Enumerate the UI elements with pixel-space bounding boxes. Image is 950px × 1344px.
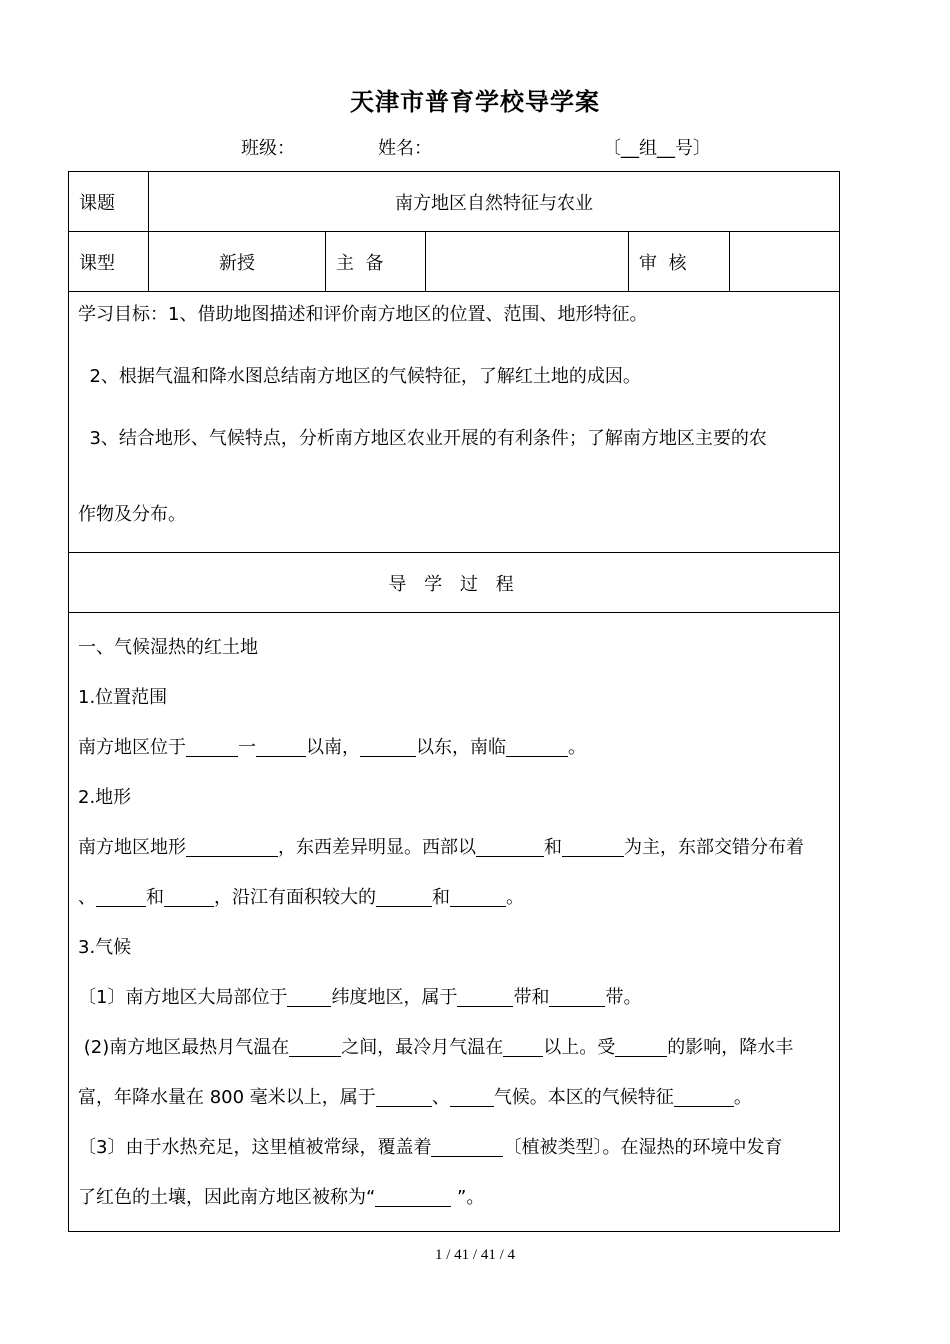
answer-blank[interactable] [457,988,513,1007]
question-line [78,723,830,773]
answer-blank[interactable] [503,1038,543,1057]
question-text: ，沿江有面积较大的 [214,887,376,908]
learning-goals [69,292,840,553]
answer-blank[interactable] [562,838,624,857]
question-text: 带和 [513,987,550,1008]
question-text: 南方地区地形 [78,837,186,858]
answer-blank[interactable] [376,1088,432,1107]
sub-heading: 2.地形 [78,787,132,808]
question-text: 气候。本区的气候特征 [493,1087,674,1108]
question-text: 了红色的土壤，因此南方地区被称为“ [78,1187,376,1208]
question-text: 〔植被类型〕。在湿热的环境中发育 [503,1137,783,1158]
question-text: 和 [432,887,450,908]
goals-row [69,292,840,553]
question-text: 。 [568,737,586,758]
name-label: 姓名： [378,138,432,159]
answer-blank[interactable] [376,888,432,907]
review-value [730,232,840,292]
answer-blank[interactable] [289,1038,341,1057]
topic-row [69,172,840,232]
question-text: 以南， [306,737,360,758]
question-text: 、 [431,1087,450,1108]
prep-value [426,232,629,292]
question-line [78,1173,830,1223]
goal-line: 2、根据气温和降水图总结南方地区的气候特征，了解红土地的成因。 [78,366,641,387]
answer-blank[interactable] [287,988,331,1007]
question-text: 之间，最冷月气温在 [341,1037,504,1058]
goal-line: 学习目标：1、借助地图描述和评价南方地区的位置、范围、地形特征。 [78,304,648,325]
question-text: 〔3〕由于水热充足，这里植被常绿，覆盖着 [78,1137,432,1158]
question-text: 以上。受 [543,1037,616,1058]
question-text: 的影响，降水丰 [667,1037,794,1058]
question-text: 。 [733,1087,752,1108]
goal-line: 作物及分布。 [78,504,186,525]
answer-blank[interactable] [674,1088,734,1107]
question-text: 、 [78,887,96,908]
sub-heading: 1.位置范围 [78,687,168,708]
answer-blank[interactable] [256,738,306,757]
answer-blank[interactable] [431,1138,503,1157]
process-heading-row [69,553,840,613]
group-number: 〔__组__号〕 [603,138,711,159]
question-text: 纬度地区，属于 [331,987,458,1008]
answer-blank[interactable] [450,888,506,907]
class-label: 班级： [241,138,295,159]
topic-label: 课题 [69,172,149,232]
question-text: ，东西差异明显。西部以 [278,837,476,858]
page-footer: 1 / 41 / 41 / 4 [434,1247,515,1263]
question-text: 带。 [605,987,642,1008]
question-text: 和 [544,837,562,858]
section-heading: 一、气候湿热的红土地 [78,637,258,658]
type-row [69,232,840,292]
process-heading: 导 学 过 程 [69,553,840,613]
answer-blank[interactable] [476,838,544,857]
answer-blank[interactable] [186,738,238,757]
prep-label: 主 备 [326,232,426,292]
answer-blank[interactable] [96,888,146,907]
question-line [78,973,830,1023]
question-line [78,1073,830,1123]
type-value: 新授 [149,232,326,292]
page-title: 天津市普育学校导学案 [350,88,600,116]
question-text: (2)南方地区最热月气温在 [78,1037,290,1058]
sub-heading: 3.气候 [78,937,132,958]
question-line [78,823,830,873]
question-line [78,1123,830,1173]
question-text: 和 [146,887,164,908]
answer-blank[interactable] [164,888,214,907]
content-cell [69,613,840,1232]
review-label: 审 核 [629,232,730,292]
content-row [69,613,840,1232]
answer-blank[interactable] [360,738,416,757]
answer-blank[interactable] [506,738,568,757]
answer-blank[interactable] [375,1188,451,1207]
answer-blank[interactable] [549,988,605,1007]
question-text: 。 [506,887,524,908]
answer-blank[interactable] [450,1088,494,1107]
type-label: 课型 [69,232,149,292]
question-text: 为主，东部交错分布着 [624,837,804,858]
answer-blank[interactable] [615,1038,667,1057]
answer-blank[interactable] [186,838,278,857]
question-text: 一 [238,737,256,758]
question-text: 南方地区位于 [78,737,186,758]
question-text: 〔1〕南方地区大局部位于 [78,987,288,1008]
question-line [78,1023,830,1073]
question-text: 以东，南临 [416,737,506,758]
question-text: 富，年降水量在 800 毫米以上，属于 [78,1087,376,1108]
topic-value: 南方地区自然特征与农业 [149,172,840,232]
lesson-plan-table [68,171,840,1232]
question-line [78,873,830,923]
goal-line: 3、结合地形、气候特点，分析南方地区农业开展的有利条件；了解南方地区主要的农 [78,428,767,449]
question-text: ”。 [451,1187,485,1208]
